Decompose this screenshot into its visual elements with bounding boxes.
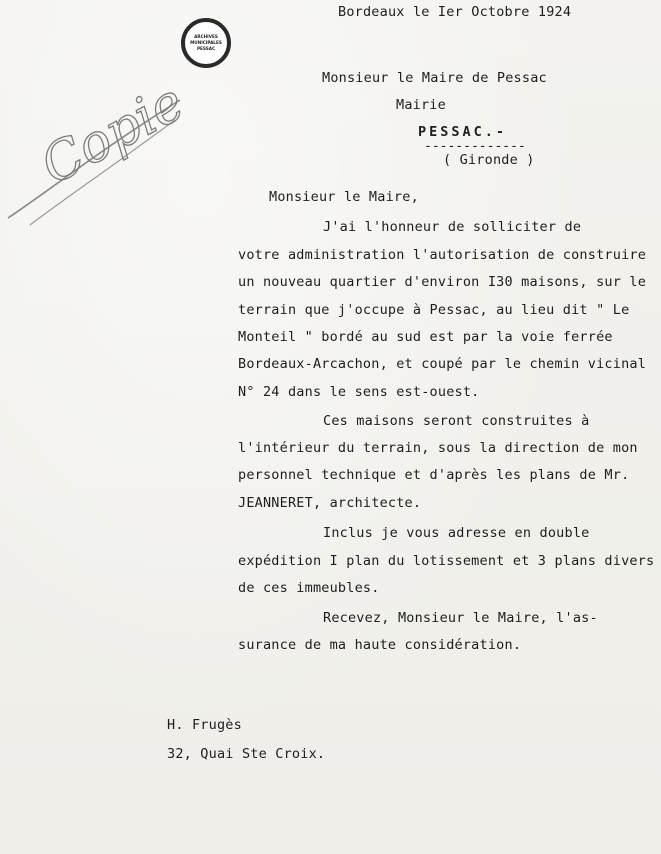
body-line: un nouveau quartier d'environ I30 maisons, sur le (238, 274, 647, 290)
body-line: terrain que j'occupe à Pessac, au lieu dit " Le (238, 302, 630, 318)
body-line: Inclus je vous adresse en double (323, 525, 590, 541)
body-line: N° 24 dans le sens est-ouest. (238, 384, 480, 400)
recipient-line-2: Mairie (396, 97, 446, 113)
body-line: l'intérieur du terrain, sous la direction de mon (238, 440, 638, 456)
body-line: de ces immeubles. (238, 580, 380, 596)
stamp-line-2: MUNICIPALES (190, 40, 222, 45)
copie-text: Copie (31, 72, 194, 197)
stamp-line-1: ARCHIVES (194, 34, 218, 39)
body-line: Bordeaux-Arcachon, et coupé par le chemin vicinal (238, 356, 647, 372)
recipient-line-4: ( Gironde ) (443, 152, 535, 168)
handwritten-copie-annotation (0, 40, 200, 230)
body-line: Monteil " bordé au sud est par la voie ferrée (238, 329, 613, 345)
body-line: votre administration l'autorisation de construire (238, 247, 647, 263)
recipient-line-3: PESSAC.- (418, 124, 508, 140)
salutation: Monsieur le Maire, (269, 189, 419, 205)
body-line: J'ai l'honneur de solliciter de (323, 219, 582, 235)
body-line: Ces maisons seront construites à (323, 413, 590, 429)
recipient-rule: ------------- (424, 139, 526, 154)
recipient-line-1: Monsieur le Maire de Pessac (322, 70, 547, 86)
body-line: Recevez, Monsieur le Maire, l'as- (323, 610, 598, 626)
body-line: personnel technique et d'après les plans de Mr. (238, 467, 630, 483)
date-line: Bordeaux le Ier Octobre 1924 (338, 4, 572, 20)
body-line: JEANNERET, architecte. (238, 495, 422, 511)
signature-address: 32, Quai Ste Croix. (167, 746, 326, 762)
stamp-line-3: PESSAC (196, 46, 216, 51)
body-line: surance de ma haute considération. (238, 637, 522, 653)
signature-name: H. Frugès (167, 717, 242, 733)
body-line: expédition I plan du lotissement et 3 plans divers (238, 553, 655, 569)
